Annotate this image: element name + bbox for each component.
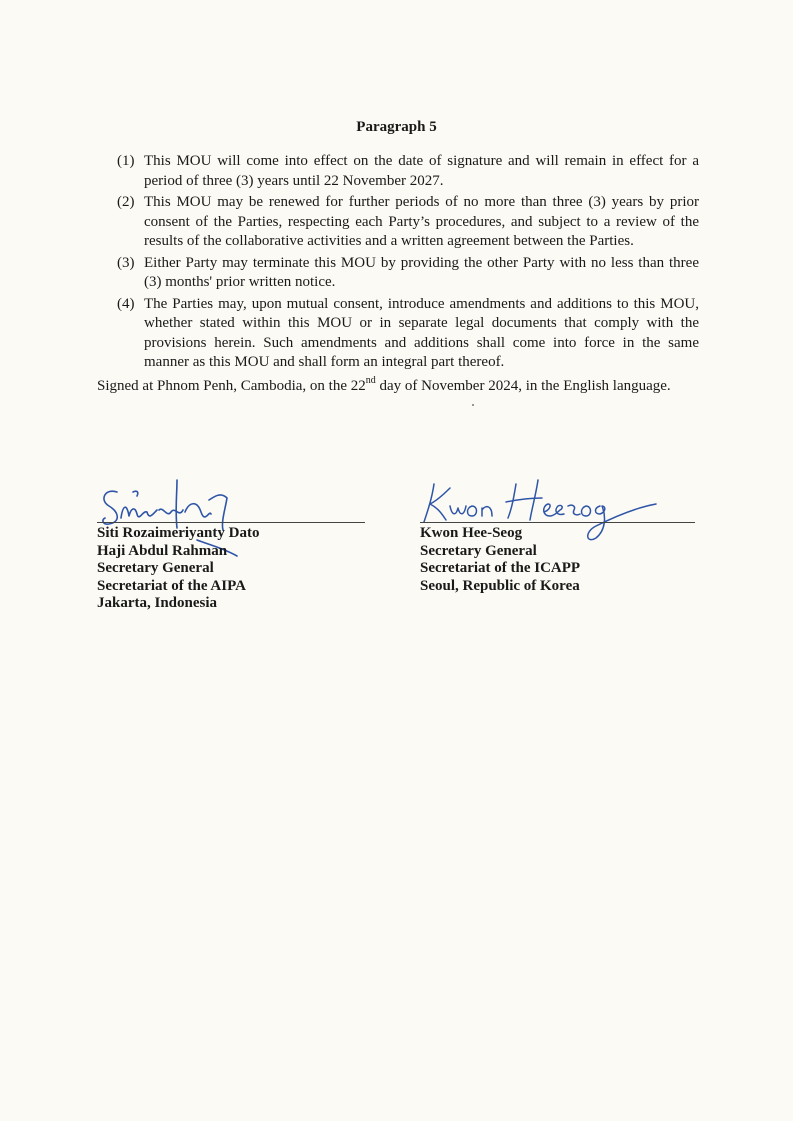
clause-number: (1) bbox=[117, 153, 135, 169]
signatory-location: Jakarta, Indonesia bbox=[97, 595, 218, 612]
signatory-right bbox=[420, 470, 695, 630]
signature-line bbox=[420, 522, 695, 523]
signatory-left bbox=[97, 470, 367, 630]
signatory-details bbox=[97, 525, 259, 613]
clause-number: (2) bbox=[117, 194, 135, 210]
signatory-location: Seoul, Republic of Korea bbox=[420, 577, 580, 594]
paragraph-heading: Paragraph 5 bbox=[356, 119, 437, 135]
ordinal-suffix: nd bbox=[365, 375, 376, 386]
signatory-organization: Secretariat of the ICAPP bbox=[420, 560, 581, 577]
signatory-title: Secretary General bbox=[97, 560, 214, 577]
signatory-name: Kwon Hee-Seog bbox=[420, 525, 523, 541]
clause-item bbox=[117, 152, 699, 191]
signing-statement bbox=[97, 376, 717, 396]
signing-statement-end: day of November 2024, in the English language. bbox=[375, 378, 671, 394]
signature-line bbox=[97, 522, 365, 523]
clause-item bbox=[117, 193, 699, 252]
clause-text: Either Party may terminate this MOU by providing the other Party with no less than three (3) months' prior written notice. bbox=[144, 254, 699, 290]
signatory-title: Secretary General bbox=[420, 542, 537, 559]
signing-statement-start: Signed at Phnom Penh, Cambodia, on the 22 bbox=[97, 378, 366, 394]
signatory-name-line1: Siti Rozaimeriyanty Dato bbox=[97, 525, 260, 541]
clause-text: This MOU may be renewed for further periods of no more than three (3) years by prior consent of the Parties, respecting each Party’s procedures, and subject to a review of the results of the collaborative activities and a written agreement between the Parties. bbox=[144, 194, 699, 249]
clause-item bbox=[117, 254, 699, 293]
clause-list bbox=[117, 152, 699, 375]
ink-speck bbox=[472, 404, 474, 406]
clause-text: This MOU will come into effect on the date of signature and will remain in effect for a period of three (3) years until 22 November 2027. bbox=[144, 153, 699, 189]
signatory-organization: Secretariat of the AIPA bbox=[97, 577, 246, 594]
clause-text: The Parties may, upon mutual consent, introduce amendments and additions to this MOU, whether stated within this MOU or in separate legal documents that comply with the provisions herein. Such amendments and additions shall come into force in the same manner as this MOU and shall form an integral part thereof. bbox=[144, 295, 699, 370]
clause-item bbox=[117, 295, 699, 373]
clause-number: (4) bbox=[117, 295, 135, 312]
signatory-details bbox=[420, 525, 580, 595]
signatory-name-line2: Haji Abdul Rahman bbox=[97, 542, 228, 559]
clause-number: (3) bbox=[117, 254, 135, 271]
